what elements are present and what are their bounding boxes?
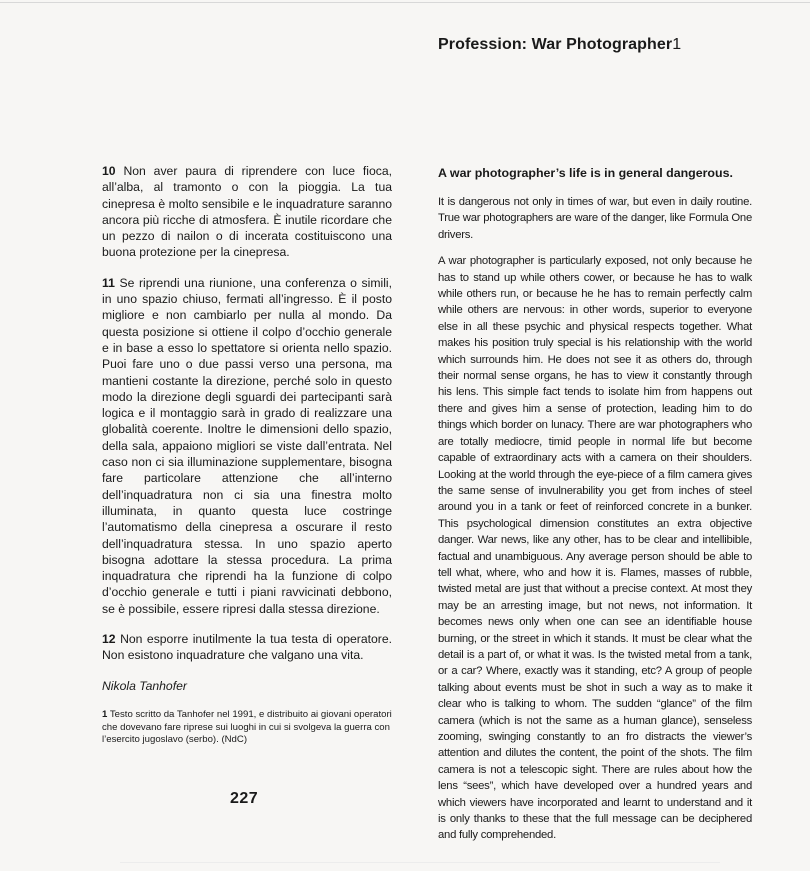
item-number: 10 [102, 164, 116, 178]
english-column [438, 166, 752, 854]
item-12 [102, 631, 392, 664]
bottom-rule [120, 862, 720, 863]
header-footnote-ref: 1 [672, 36, 682, 53]
paragraph-intro: It is dangerous not only in times of war, but even in daily routine. True war photographers are ware of the danger, like Formula One drivers. [438, 196, 752, 241]
item-text: Non esporre inutilmente la tua testa di operatore. Non esistono inquadrature che valgano una vita. [102, 632, 393, 663]
author-signature: Nikola Tanhofer [102, 678, 187, 693]
article-heading: A war photographer’s life is in general dangerous. [438, 166, 733, 180]
footnote-text: Testo scritto da Tanhofer nel 1991, e distribuito ai giovani operatori che dovevano fare riprese sui luoghi in cui si svolgeva la guerra con l’esercito jugoslavo (serbo). (NdC) [102, 709, 392, 746]
item-11 [102, 275, 392, 617]
italian-column [102, 163, 392, 708]
item-text: Non aver paura di riprendere con luce fioca, all’alba, al tramonto o con la pioggia. La tua cinepresa è molto sensibile e le inquadrature saranno ancora più ricche di atmosfera. È inutile ricordare che un pezzo di nailon o di incerata costituiscono una buona protezione per la cinepresa. [102, 164, 392, 260]
top-rule [0, 2, 810, 3]
page-header [438, 36, 681, 54]
page-number: 227 [230, 790, 259, 807]
paragraph-body: A war photographer is particularly exposed, not only because he has to stand up while others cower, or because he has to walk while others run, or because he he has to remain perfectly calm while others are nervous: in other words, superior to everyone else in all these psychic and physical respects together. What makes his position truly special is his relationship with the world which surrounds him. He does not see it as others do, through their normal sense organs, he has to view it constantly through his lens. This simple fact tends to isolate him from happens out there and gives him a sense of protection, leading him to do things which border on lunacy. There are war photographers who are totally mediocre, timid people in normal life but become capable of extraordinary acts with a camera on their shoulders. Looking at the world through the eye-piece of a film camera gives the same sense of invulnerability you get from inches of steel around you in a tank or feet of reinforced concrete in a bunker. This psychological dimension constitutes an extra objective danger. War news, like any other, has to be clear and intellibible, factual and unambiguous. Any average person should be able to tell what, where, who and how it is. Flames, masses of rubble, twisted metal are just that without a precise context. At most they may be an arresting image, but not news, not information. It becomes news only when one can see an identifiable house burning, or the street in which it stands. It must be clear what the detail is a part of, or what it was. Is the twisted metal from a tank, or a car? Where, exactly was it standing, etc? A group of people talking about events must be shot in such a way as to make it clear who is talking to whom. The sudden “glance” of the film camera (which is not the same as a human glance), senseless zooming, swinging constantly to an fro distracts the viewer’s attention and dilutes the content, the point of the shots. The film camera is not a telescopic sight. There are rules about how the lens “sees”, which have developed over a hundred years and which viewers have incorporated and learnt to understand and it is only thanks to these that the full message can be deciphered and fully comprehended. [438, 255, 752, 842]
item-text: Se riprendi una riunione, una conferenza o simili, in uno spazio chiuso, fermati all’ingresso. È il posto migliore e non cambiarlo per nulla al mondo. Da questa posizione si ottiene il colpo d’occhio generale e in base a esso lo spettatore si orienta nello spazio. Puoi fare uno o due passi verso una persona, ma mantieni costante la direzione, perché solo in questo modo la direzione degli sguardi dei partecipanti sarà logica e il montaggio sarà in grado di realizzare una globalità coerente. Inoltre le dimensioni dello spazio, della sala, appaiono migliori se viste dall’entrata. Nel caso non ci sia illuminazione supplementare, bisogna fare particolare attenzione che all’interno dell’inquadratura non ci sia una finestra molto illuminata, in quanto questa luce costringe l’automatismo della cinepresa a oscurare il resto dell’inquadratura stessa. In uno spazio aperto bisogna adottare la stessa procedura. La prima inquadratura che riprendi ha la funzione di colpo d’occhio generale e tutti i piani ravvicinati debbono, se è possibile, essere ripresi dalla stessa direzione. [102, 275, 392, 616]
footnote [102, 709, 402, 747]
header-title: Profession: War Photographer [438, 36, 673, 53]
item-10 [102, 163, 392, 261]
item-number: 12 [102, 632, 116, 647]
footnote-number: 1 [102, 709, 108, 720]
item-number: 11 [102, 275, 115, 290]
